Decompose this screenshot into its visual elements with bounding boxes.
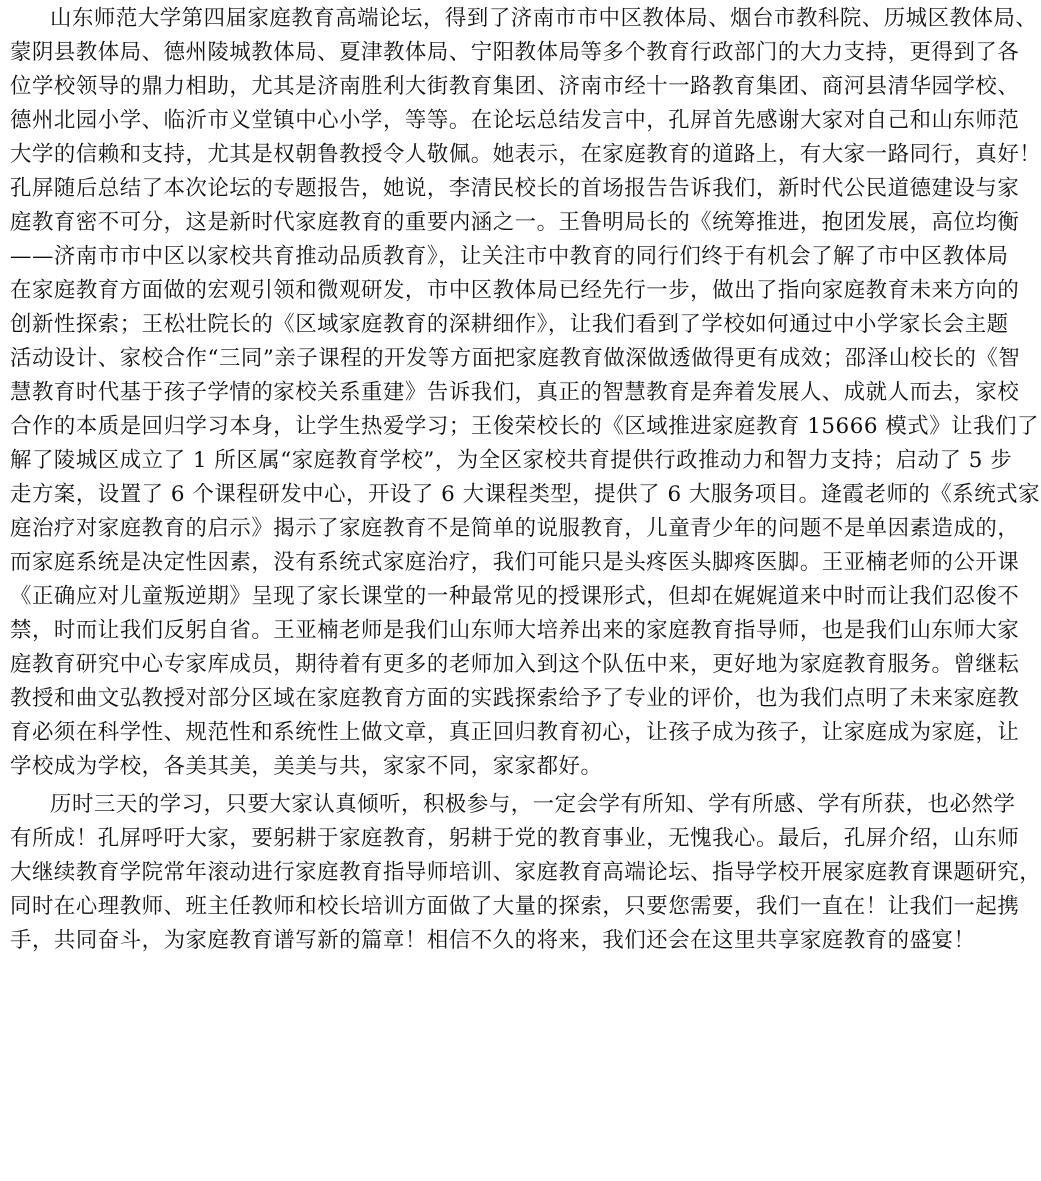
text-line: 活动设计、家校合作“三同”亲子课程的开发等方面把家庭教育做深做透做得更有成效；邵泽山校长的《智 [10,346,1021,371]
text-line: 庭教育密不可分，这是新时代家庭教育的重要内涵之一。王鲁明局长的《统筹推进，抱团发展，高位均衡 [10,210,1020,235]
text-line: 禁，时而让我们反躬自省。王亚楠老师是我们山东师大培养出来的家庭教育指导师，也是我们山东师大家 [10,618,1020,643]
text-line: 解了陵城区成立了 1 所区属“家庭教育学校”，为全区家校共育提供行政推动力和智力支持；启动了 5 步 [10,448,1013,473]
text-line: 合作的本质是回归学习本身，让学生热爱学习；王俊荣校长的《区域推进家庭教育 15666 模式》让我们了 [10,414,1039,439]
text-line: 手，共同奋斗，为家庭教育谱写新的篇章！相信不久的将来，我们还会在这里共享家庭教育的盛宴！ [10,928,976,953]
text-line: 育必须在科学性、规范性和系统性上做文章，真正回归教育初心，让孩子成为孩子，让家庭成为家庭，让 [10,720,1020,745]
text-line: 位学校领导的鼎力相助，尤其是济南胜利大街教育集团、济南市经十一路教育集团、商河县清华园学校、 [10,74,1020,99]
text-line: 大继续教育学院常年滚动进行家庭教育指导师培训、家庭教育高端论坛、指导学校开展家庭教育课题研究， [10,860,1041,885]
text-line: 蒙阴县教体局、德州陵城教体局、夏津教体局、宁阳教体局等多个教育行政部门的大力支持，更得到了各 [10,40,1020,65]
text-line: 有所成！孔屏呼吁大家，要躬耕于家庭教育，躬耕于党的教育事业，无愧我心。最后，孔屏介绍，山东师 [10,826,1020,851]
text-line: 学校成为学校，各美其美，美美与共，家家不同，家家都好。 [10,754,603,779]
text-line: 慧教育时代基于孩子学情的家校关系重建》告诉我们，真正的智慧教育是奔着发展人、成就人而去，家校 [10,380,1020,405]
text-line: 历时三天的学习，只要大家认真倾听，积极参与，一定会学有所知、学有所感、学有所获，也必然学 [50,792,1016,817]
text-line: 庭教育研究中心专家库成员，期待着有更多的老师加入到这个队伍中来，更好地为家庭教育服务。曾继耘 [10,652,1020,677]
text-line: 庭治疗对家庭教育的启示》揭示了家庭教育不是简单的说服教育，儿童青少年的问题不是单因素造成的， [10,516,1020,541]
text-line: 山东师范大学第四届家庭教育高端论坛，得到了济南市市中区教体局、烟台市教科院、历城区教体局、 [50,6,1038,31]
text-line: 孔屏随后总结了本次论坛的专题报告，她说，李清民校长的首场报告告诉我们，新时代公民道德建设与家 [10,176,1020,201]
text-line: 德州北园小学、临沂市义堂镇中心小学，等等。在论坛总结发言中，孔屏首先感谢大家对自己和山东师范 [10,108,1020,133]
text-line: 大学的信赖和支持，尤其是权朝鲁教授令人敬佩。她表示，在家庭教育的道路上，有大家一路同行，真好！ [10,142,1041,167]
text-line: 走方案，设置了 6 个课程研发中心，开设了 6 大课程类型，提供了 6 大服务项目。逄霞老师的《系统式家 [10,482,1041,507]
text-line: 而家庭系统是决定性因素，没有系统式家庭治疗，我们可能只是头疼医头脚疼医脚。王亚楠老师的公开课 [10,550,1020,575]
text-line: 《正确应对儿童叛逆期》呈现了家长课堂的一种最常见的授课形式，但却在娓娓道来中时而让我们忍俊不 [10,584,1020,609]
text-line: 教授和曲文弘教授对部分区域在家庭教育方面的实践探索给予了专业的评价，也为我们点明了未来家庭教 [10,686,1020,711]
text-line: 在家庭教育方面做的宏观引领和微观研发，市中区教体局已经先行一步，做出了指向家庭教育未来方向的 [10,278,1020,303]
text-line: 创新性探索；王松壮院长的《区域家庭教育的深耕细作》，让我们看到了学校如何通过中小学家长会主题 [10,312,1009,337]
text-line: ——济南市市中区以家校共育推动品质教育》，让关注市中教育的同行们终于有机会了解了市中区教体局 [10,244,1009,269]
text-line: 同时在心理教师、班主任教师和校长培训方面做了大量的探索，只要您需要，我们一直在！让我们一起携 [10,894,1020,919]
